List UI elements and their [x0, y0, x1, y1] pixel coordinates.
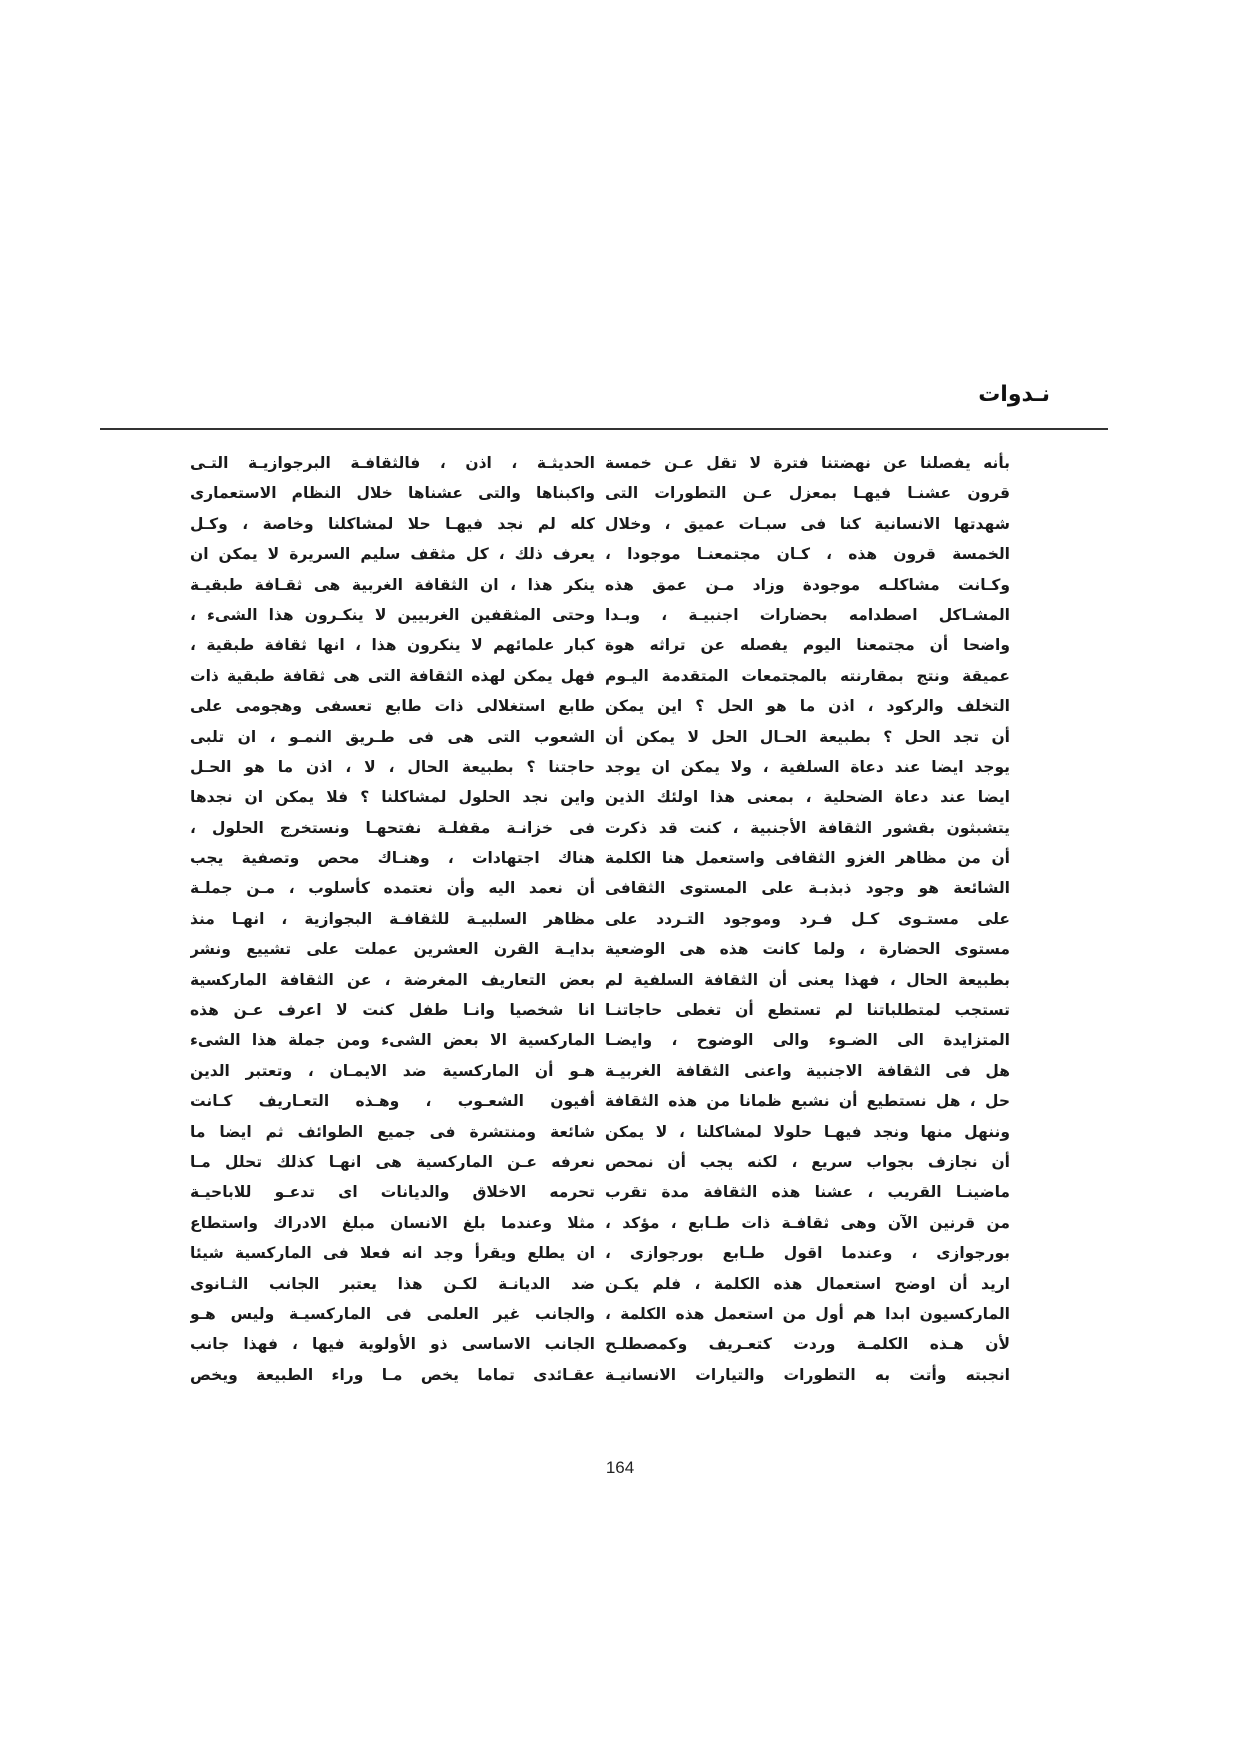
text-line: هـو أن الماركسية ضد الايمـان ، وتعتبر الدين: [190, 1061, 595, 1080]
text-line: الجانب الاساسى ذو الأولوية فيها ، فهذا جانب: [190, 1335, 595, 1354]
text-line: كله لم نجد فيهـا حلا لمشاكلنا وخاصة ، وكـل: [190, 514, 595, 533]
text-line: أن نعمد اليه وأن نعتمده كأسلوب ، مـن جملـة: [190, 879, 595, 898]
text-line: على مستـوى كـل فـرد وموجود التـردد على: [605, 909, 1010, 928]
text-line: وكـانت مشاكلـه موجودة وزاد مـن عمق هذه: [605, 575, 1010, 594]
text-line: عقـائدى تماما يخص مـا وراء الطبيعة ويخص: [190, 1365, 595, 1384]
text-line: شهدتها الانسانية كنا فى سبـات عميق ، وخلال: [605, 514, 1010, 533]
text-line: ايضا عند دعاة الضحلية ، بمعنى هذا اولئك الذين: [605, 788, 1010, 807]
text-line: تحرمه الاخلاق والديانات اى تدعـو للاباحيـة: [190, 1183, 595, 1202]
text-line: حاجتنا ؟ بطبيعة الحال ، لا ، اذن ما هو الحـل: [190, 757, 595, 776]
text-line: الماركسية الا بعض الشىء ومن جملة هذا الشىء: [190, 1031, 595, 1050]
text-line: الشعوب التى هى فى طـريق النمـو ، ان تلبى: [190, 727, 595, 746]
text-line: والجانب غير العلمى فى الماركسيـة وليس هـو: [190, 1304, 595, 1323]
text-line: من قرنين الآن وهى ثقافـة ذات طـابع ، مؤكد ،: [605, 1213, 1010, 1232]
text-line: عميقة ونتج بمقارنته بالمجتمعات المتقدمة اليـوم: [605, 666, 1010, 685]
text-line: اريد أن اوضح استعمال هذه الكلمة ، فلم يكـن: [605, 1274, 1010, 1293]
text-line: يتشبثون بقشور الثقافة الأجنبية ، كنت قد ذكرت: [605, 818, 1010, 837]
text-line: مظاهر السلبيـة للثقافـة البجوازية ، انهـا منذ: [190, 909, 595, 928]
text-line: ضد الديانـة لكـن هذا يعتبر الجانب الثـانوى: [190, 1274, 595, 1293]
text-line: طابع استغلالى ذات طابع تعسفى وهجومى على: [190, 697, 595, 716]
text-line: يعرف ذلك ، كل مثقف سليم السريرة لا يمكن ان: [190, 545, 595, 564]
text-line: المشـاكل اصطدامه بحضارات اجنبيـة ، وبـدا: [605, 605, 1010, 624]
text-line: الماركسيون ابدا هم أول من استعمل هذه الكلمة ،: [605, 1304, 1010, 1323]
text-line: هل فى الثقافة الاجنبية واعنى الثقافة الغربيـة: [605, 1061, 1010, 1080]
text-line: بعض التعاريف المغرضة ، عن الثقافة الماركسية: [190, 970, 595, 989]
text-column-left: [190, 448, 595, 1403]
text-line: فهل يمكن لهذه الثقافة التى هى ثقافة طبقية ذات: [190, 666, 595, 685]
text-line: المتزايدة الى الضـوء والى الوضوح ، وايضـا: [605, 1031, 1010, 1050]
text-line: يوجد ايضا عند دعاة السلفية ، ولا يمكن ان يوجد: [605, 757, 1010, 776]
text-line: نعرفه عـن الماركسية هى انهـا كذلك تحلل مـا: [190, 1152, 595, 1171]
text-line: تستجب لمتطلباتنا لم تستطع أن تغطى حاجاتنـا: [605, 1001, 1010, 1020]
text-line: انجبته وأتت به التطورات والتيارات الانسانيـة: [605, 1365, 1010, 1384]
text-line: وننهل منها ونجد فيهـا حلولا لمشاكلنا ، لا يمكن: [605, 1122, 1010, 1141]
text-line: الشائعة هو وجود ذبذبـة على المستوى الثقافى: [605, 879, 1010, 898]
text-line: ان يطلع ويقرأ وجد انه فعلا فى الماركسية شيئا: [190, 1244, 595, 1263]
text-line: مثلا وعندما بلغ الانسان مبلغ الادراك واستطاع: [190, 1213, 595, 1232]
text-line: بورجوازى ، وعندما اقول طـابع بورجوازى ،: [605, 1244, 1010, 1263]
text-line: أن تجد الحل ؟ بطبيعة الحـال الحل لا يمكن أن: [605, 727, 1010, 746]
text-line: واضحا أن مجتمعنا اليوم يفصله عن تراثه هوة: [605, 636, 1010, 655]
text-line: بأنه يفصلنا عن نهضتنا فترة لا تقل عـن خمسة: [605, 454, 1010, 472]
text-line: انا شخصيا وانـا طفل كنت لا اعرف عـن هذه: [190, 1001, 595, 1020]
text-line: أن نجازف بجواب سريع ، لكنه يجب أن نمحص: [605, 1152, 1010, 1171]
text-column-right: [605, 448, 1010, 1403]
text-line: بطبيعة الحال ، فهذا يعنى أن الثقافة السلفية لم: [605, 970, 1010, 989]
text-line: لأن هـذه الكلمـة وردت كتعـريف وكمصطلـح: [605, 1335, 1010, 1354]
header-divider: [100, 428, 1108, 430]
text-line: الحديثـة ، اذن ، فالثقافـة البرجوازيـة التـى: [190, 454, 595, 472]
text-line: ينكر هذا ، ان الثقافة الغربية هى ثقـافة طبقيـة: [190, 575, 595, 594]
text-line: واكبناها والتى عشناها خلال النظام الاستعمارى: [190, 484, 595, 503]
text-line: أفيون الشعـوب ، وهـذه التعـاريف كـانت: [190, 1092, 595, 1111]
text-line: قرون عشنـا فيهـا بمعزل عـن التطورات التى: [605, 484, 1010, 503]
text-line: فى خزانـة مقفلـة نفتحهـا ونستخرج الحلول ،: [190, 818, 595, 837]
text-line: كبار علمائهم لا ينكرون هذا ، انها ثقافة طبقية ،: [190, 636, 595, 655]
text-line: ماضينـا القريب ، عشنا هذه الثقافة مدة تقرب: [605, 1183, 1010, 1202]
text-line: واين نجد الحلول لمشاكلنا ؟ فلا يمكن ان نجدها: [190, 788, 595, 807]
section-header-title: نـدوات: [978, 382, 1050, 407]
page-number: 164: [605, 1458, 635, 1477]
text-line: أن من مظاهر الغزو الثقافى واستعمل هنا الكلمة: [605, 849, 1010, 868]
text-line: الخمسة قرون هذه ، كـان مجتمعنـا موجودا ،: [605, 545, 1010, 564]
text-line: التخلف والركود ، اذن ما هو الحل ؟ اين يمكن: [605, 697, 1010, 716]
text-line: هناك اجتهادات ، وهنـاك محص وتصفية يجب: [190, 849, 595, 868]
text-line: شائعة ومنتشرة فى جميع الطوائف ثم ايضا ما: [190, 1122, 595, 1141]
text-line: مستوى الحضارة ، ولما كانت هذه هى الوضعية: [605, 940, 1010, 959]
text-line: وحتى المثقفين الغربيين لا ينكـرون هذا الشىء ،: [190, 605, 595, 624]
text-line: حل ، هل نستطيع أن نشبع ظمانا من هذه الثقافة: [605, 1092, 1010, 1111]
text-line: بدايـة القرن العشرين عملت على تشييع ونشر: [190, 940, 595, 959]
